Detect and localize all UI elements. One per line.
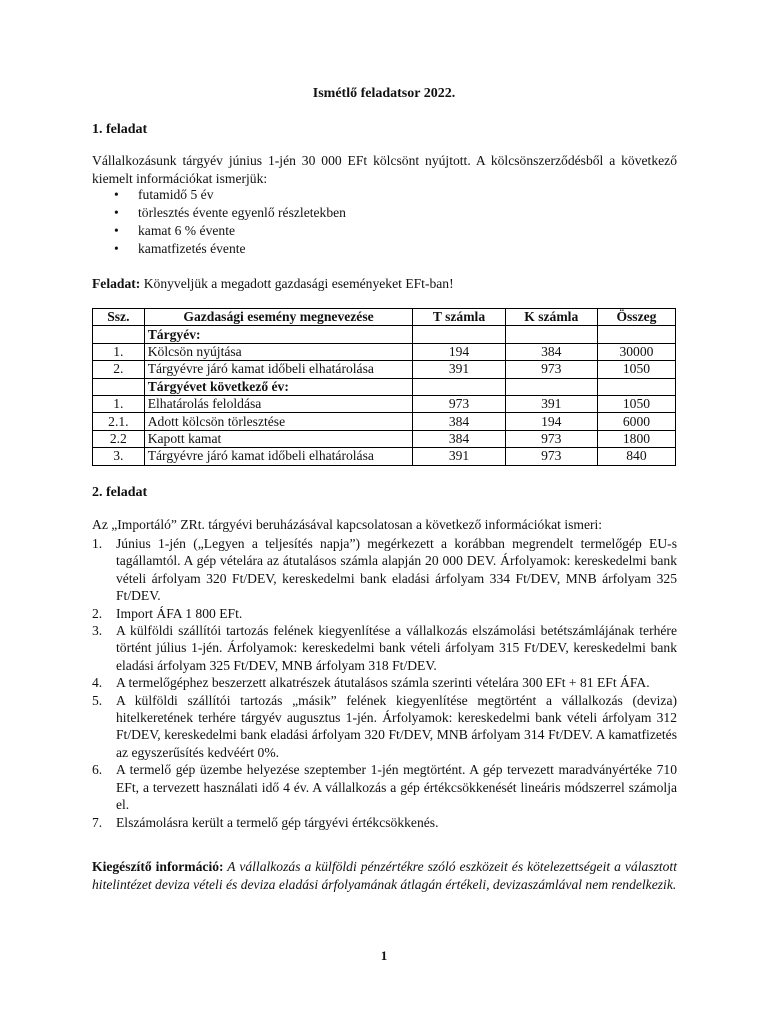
list-item: 7. Elszámolásra került a termelő gép tárgyévi értékcsökkenés. — [92, 814, 439, 830]
list-item: • kamat 6 % évente — [92, 222, 346, 240]
table-row: 1. Kölcsön nyújtása 194 384 30000 — [93, 343, 676, 360]
table-row: 2.1. Adott kölcsön törlesztése 384 194 6000 — [93, 413, 676, 430]
list-item: 1. Június 1-jén („Legyen a teljesítés napja”) megérkezett a korábban megrendelt termelőgép EU-s tagállamtól. A gép vételára az átutalásos számla alapján 20 000 DEV. Árfolyamok: kereskedelmi bank vételi árfolyam 320 Ft/DEV, kereskedelmi bank eladási árfolyam 334 Ft/DEV, MNB árfolyam 325 Ft/DEV. — [92, 536, 677, 604]
section-label: Tárgyév: — [144, 326, 413, 343]
task1-intro: Vállalkozásunk tárgyév június 1-jén 30 000 EFt kölcsönt nyújtott. A kölcsönszerződésből a következő kiemelt információkat ismerjük: — [92, 153, 677, 186]
task1-heading: 1. feladat — [92, 122, 148, 137]
ledger-table — [92, 308, 676, 466]
document-title: Ismétlő feladatsor 2022. — [312, 86, 456, 101]
table-section-row — [93, 378, 676, 395]
task2-heading: 2. feladat — [92, 485, 148, 500]
supplementary-info — [92, 858, 677, 894]
list-item: 2. Import ÁFA 1 800 EFt. — [92, 605, 243, 621]
page-number: 1 — [380, 948, 388, 963]
column-header: K számla — [505, 309, 597, 326]
list-item: • kamatfizetés évente — [92, 240, 346, 258]
table-row: 1. Elhatárolás feloldása 973 391 1050 — [93, 395, 676, 412]
table-row: 2. Tárgyévre járó kamat időbeli elhatárolása 391 973 1050 — [93, 361, 676, 378]
list-item: 3. A külföldi szállítói tartozás felének kiegyenlítése a vállalkozás elszámolási betétszámlájának terhére történt július 1-jén. Árfolyamok: kereskedelmi bank vételi árfolyam 315 Ft/DEV, kereskedelmi bank eladási árfolyam 325 Ft/DEV, MNB árfolyam 318 Ft/DEV. — [92, 623, 677, 673]
task2-intro: Az „Importáló” ZRt. tárgyévi beruházásával kapcsolatosan a következő információkat ismeri: — [92, 517, 603, 532]
list-item: • futamidő 5 év — [92, 186, 346, 204]
supplementary-label: Kiegészítő információ: — [92, 859, 224, 874]
list-item: 5. A külföldi szállítói tartozás „másik” felének kiegyenlítése megtörtént a vállalkozás (deviza) hitelkeretének terhére tárgyév augusztus 1-jén. Árfolyamok: kereskedelmi bank vételi árfolyam 312 Ft/DEV, kereskedelmi bank eladási árfolyam 320 Ft/DEV, MNB árfolyam 314 Ft/DEV. A kamatfizetés az egyszerűsítés kedvéért 0%. — [92, 692, 677, 760]
column-header: Ssz. — [93, 309, 145, 326]
column-header: Összeg — [597, 309, 675, 326]
task-text: Könyveljük a megadott gazdasági eseményeket EFt-ban! — [140, 276, 454, 291]
table-header-row — [93, 309, 676, 326]
table-row: 2.2 Kapott kamat 384 973 1800 — [93, 430, 676, 447]
task2-item-list — [92, 535, 677, 831]
task-label: Feladat: — [92, 276, 141, 291]
task1-instruction — [92, 275, 677, 293]
list-item: 4. A termelőgéphez beszerzett alkatrészek átutalásos számla szerinti vételára 300 EFt + 81 EFt ÁFA. — [92, 675, 650, 691]
list-item: 6. A termelő gép üzembe helyezése szeptember 1-jén megtörtént. A gép tervezett maradványértéke 710 EFt, a tervezett használati idő 4 év. A vállalkozás a gép értékcsökkenését lineáris módszerrel számolja el. — [92, 762, 677, 813]
list-item: • törlesztés évente egyenlő részletekben — [92, 204, 346, 222]
table-row: 3. Tárgyévre járó kamat időbeli elhatárolása 391 973 840 — [93, 448, 676, 465]
task1-bullet-list — [92, 186, 346, 258]
section-label: Tárgyévet következő év: — [144, 378, 413, 395]
column-header: Gazdasági esemény megnevezése — [144, 309, 413, 326]
column-header: T számla — [413, 309, 505, 326]
table-section-row — [93, 326, 676, 343]
supplementary-text: A vállalkozás a külföldi pénzértékre szóló eszközeit és kötelezettségeit a választott hitelintézet deviza vételi és deviza eladási árfolyamának átlagán értékeli, devizaszámlával nem rendelkezik. — [92, 859, 677, 892]
